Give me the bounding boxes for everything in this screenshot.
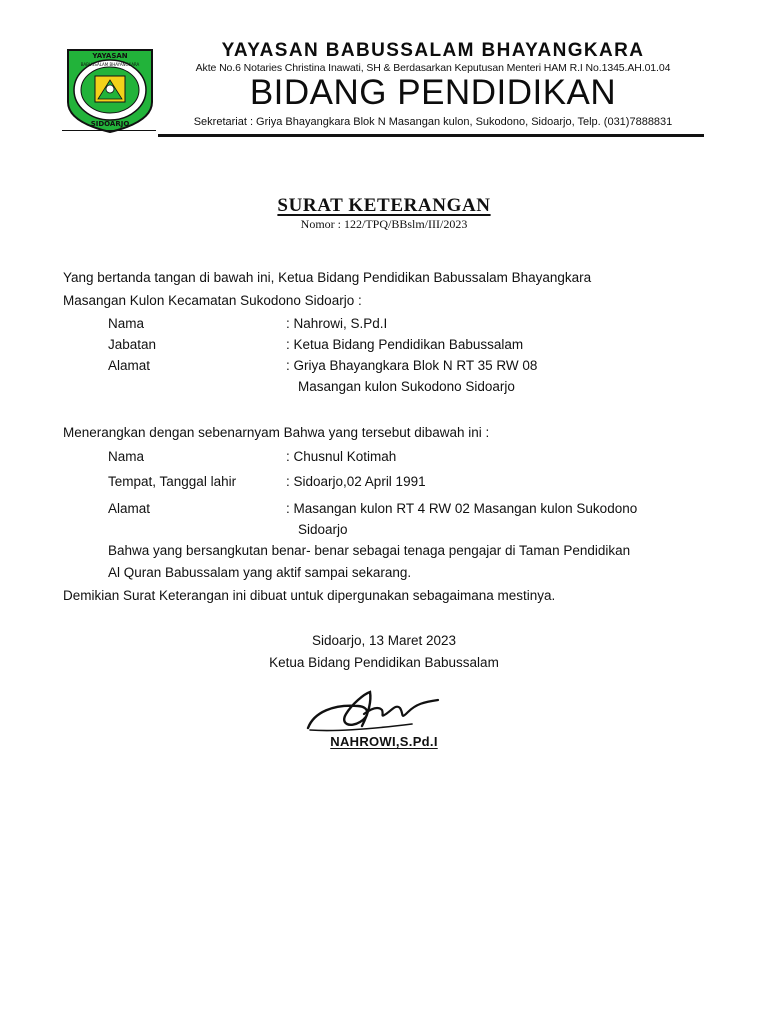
subject-birth-label: Tempat, Tanggal lahir	[108, 474, 237, 489]
statement-line-2: Al Quran Babussalam yang aktif sampai sekarang.	[108, 565, 412, 580]
subject-name-value: : Chusnul Kotimah	[286, 449, 397, 464]
signatory-name-value: : Nahrowi, S.Pd.I	[286, 316, 388, 331]
signer-name	[300, 734, 468, 749]
subject-address-value-2: Sidoarjo	[298, 522, 348, 537]
signatory-address-value: : Griya Bhayangkara Blok N RT 35 RW 08	[286, 358, 538, 373]
subject-name-label: Nama	[108, 449, 145, 464]
signatory-position-label: Jabatan	[108, 337, 157, 352]
signer-name-text: NAHROWI,S.Pd.I	[330, 734, 438, 749]
signatory-address-label: Alamat	[108, 358, 151, 373]
closing-sentence: Demikian Surat Keterangan ini dibuat untuk dipergunakan sebagaimana mestinya.	[63, 588, 556, 603]
signatory-address-value-2: Masangan kulon Sukodono Sidoarjo	[298, 379, 515, 394]
signer-role: Ketua Bidang Pendidikan Babussalam	[269, 655, 499, 670]
statement-intro: Menerangkan dengan sebenarnyam Bahwa yang tersebut dibawah ini :	[63, 425, 490, 440]
place-date: Sidoarjo, 13 Maret 2023	[311, 633, 457, 648]
letterhead-divider	[158, 134, 704, 137]
document-title	[0, 195, 768, 217]
department-name: BIDANG PENDIDIKAN	[249, 73, 617, 112]
signatory-name-label: Nama	[108, 316, 145, 331]
logo-top-text: YAYASAN	[92, 52, 128, 60]
logo-underline	[62, 130, 156, 131]
foundation-logo	[62, 44, 158, 134]
subject-birth-value: : Sidoarjo,02 April 1991	[286, 474, 426, 489]
intro-line-2: Masangan Kulon Kecamatan Sukodono Sidoarjo :	[63, 293, 362, 308]
logo-ring-text: BABUSSALAM BHAYANGKARA	[80, 62, 140, 67]
document-title-text: SURAT KETERANGAN	[277, 195, 491, 216]
organization-name: YAYASAN BABUSSALAM BHAYANGKARA	[221, 40, 645, 61]
subject-address-label: Alamat	[108, 501, 151, 516]
secretariat-address: Sekretariat : Griya Bhayangkara Blok N Masangan kulon, Sukodono, Sidoarjo, Telp. (031)7888831	[193, 116, 673, 128]
document-number: Nomor : 122/TPQ/BBslm/III/2023	[300, 217, 468, 231]
subject-address-value: : Masangan kulon RT 4 RW 02 Masangan kulon Sukodono	[286, 501, 638, 516]
signatory-position-value: : Ketua Bidang Pendidikan Babussalam	[286, 337, 524, 352]
logo-bottom-text: SIDOARJO	[90, 120, 130, 128]
intro-line-1: Yang bertanda tangan di bawah ini, Ketua Bidang Pendidikan Babussalam Bhayangkara	[63, 270, 592, 285]
statement-line-1: Bahwa yang bersangkutan benar- benar sebagai tenaga pengajar di Taman Pendidikan	[108, 543, 631, 558]
legal-basis: Akte No.6 Notaries Christina Inawati, SH & Berdasarkan Keputusan Menteri HAM R.I No.1345.AH.01.04	[195, 62, 671, 74]
